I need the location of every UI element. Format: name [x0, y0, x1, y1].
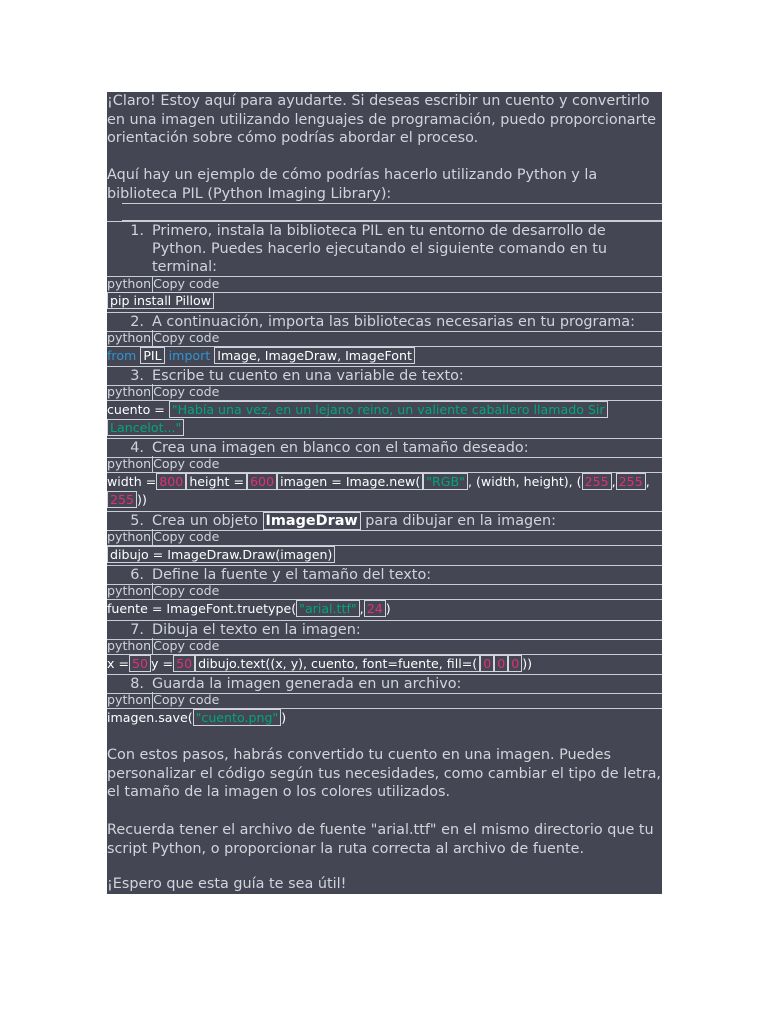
code-token: width = [107, 474, 157, 489]
step-text-after: para dibujar en la imagen: [365, 513, 556, 529]
chat-response-document [107, 92, 662, 894]
code-string: Lancelot..." [107, 419, 184, 436]
code-line: pip install Pillow [107, 292, 214, 309]
code-language: python [107, 456, 152, 471]
step-number: 6. [130, 567, 144, 583]
code-language: python [107, 330, 152, 345]
step-7 [107, 620, 662, 640]
code-language: python [107, 692, 152, 707]
list-separator [122, 203, 662, 221]
code-token: , [645, 474, 650, 489]
code-header [107, 529, 662, 546]
copy-code-button[interactable]: Copy code [153, 692, 220, 707]
intro-paragraph-1: ¡Claro! Estoy aquí para ayudarte. Si deseas escribir un cuento y convertirlo en una imagen utilizando lenguajes de programación, puedo proporcionarte orientación sobre cómo podrías abordar el proceso. [107, 93, 656, 146]
step-number: 7. [130, 622, 144, 638]
code-token: x = [107, 656, 130, 671]
code-token: imagen.save( [107, 710, 193, 725]
code-token: , [611, 474, 616, 489]
code-token: PIL [140, 347, 164, 364]
code-number: 600 [247, 473, 277, 490]
code-header [107, 276, 662, 293]
code-block-1 [107, 292, 662, 310]
step-text: Guarda la imagen generada en un archivo: [152, 676, 462, 692]
code-language: python [107, 276, 152, 291]
code-number: 255 [616, 473, 646, 490]
step-text: Define la fuente y el tamaño del texto: [152, 567, 432, 583]
outro-paragraph-2: Recuerda tener el archivo de fuente "arial.ttf" en el mismo directorio que tu script Python, o proporcionar la ruta correcta al archivo de fuente. [107, 822, 654, 857]
code-number: 50 [129, 655, 151, 672]
code-string: "RGB" [423, 473, 468, 490]
code-number: 50 [173, 655, 195, 672]
step-4 [107, 438, 662, 458]
code-header [107, 692, 662, 709]
code-token: )) [137, 492, 147, 507]
code-string: "Había una vez, en un lejano reino, un valiente caballero llamado Sir [169, 401, 608, 418]
step-number: 3. [130, 368, 144, 384]
copy-code-button[interactable]: Copy code [153, 276, 220, 291]
code-block-4 [107, 473, 662, 509]
step-text: A continuación, importa las bibliotecas necesarias en tu programa: [152, 314, 635, 330]
step-text: Dibuja el texto en la imagen: [152, 622, 361, 638]
step-text [152, 512, 658, 530]
step-number: 4. [130, 440, 144, 456]
code-number: 255 [582, 473, 612, 490]
code-block-3 [107, 401, 662, 437]
code-token: , (width, height), ( [467, 474, 582, 489]
code-header [107, 456, 662, 473]
code-number: 0 [494, 655, 508, 672]
outro-paragraph-1: Con estos pasos, habrás convertido tu cuento en una imagen. Puedes personalizar el código según tus necesidades, como cambiar el tipo de letra, el tamaño de la imagen o los colores utilizados. [107, 747, 662, 800]
step-text-before: Crea un objeto [152, 513, 258, 529]
code-language: python [107, 583, 152, 598]
step-6 [107, 565, 662, 585]
step-2 [107, 312, 662, 332]
intro-paragraph-2: Aquí hay un ejemplo de cómo podrías hacerlo utilizando Python y la biblioteca PIL (Python Imaging Library): [107, 167, 598, 202]
code-block-2 [107, 347, 662, 365]
code-string: "arial.ttf" [296, 600, 360, 617]
code-token: fuente = ImageFont.truetype( [107, 601, 297, 616]
code-token: dibujo.text((x, y), cuento, font=fuente, fill=( [195, 655, 480, 672]
step-text: Primero, instala la biblioteca PIL en tu entorno de desarrollo de Python. Puedes hacerlo ejecutando el siguiente comando en tu terminal: [152, 223, 608, 275]
step-number: 1. [130, 223, 144, 239]
code-token: )) [522, 656, 533, 671]
code-block-7 [107, 655, 662, 673]
code-block-5 [107, 546, 662, 564]
step-number: 5. [130, 513, 144, 529]
step-3 [107, 366, 662, 386]
step-8 [107, 674, 662, 694]
copy-code-button[interactable]: Copy code [153, 384, 220, 399]
code-block-8 [107, 709, 662, 727]
outro-paragraph-3: ¡Espero que esta guía te sea útil! [107, 876, 347, 892]
inline-code-imagedraw: ImageDraw [263, 512, 361, 530]
step-number: 8. [130, 676, 144, 692]
code-header [107, 638, 662, 655]
step-text: Escribe tu cuento en una variable de texto: [152, 368, 464, 384]
code-token: y = [151, 656, 174, 671]
code-keyword: from [107, 348, 137, 363]
code-token: imagen = Image.new( [277, 473, 423, 490]
code-token: , [359, 601, 364, 616]
copy-code-button[interactable]: Copy code [153, 583, 220, 598]
code-string: "cuento.png" [193, 709, 282, 726]
code-number: 0 [480, 655, 494, 672]
step-1 [107, 221, 662, 277]
copy-code-button[interactable]: Copy code [153, 638, 220, 653]
code-language: python [107, 529, 152, 544]
code-number: 800 [156, 473, 186, 490]
code-header [107, 330, 662, 347]
code-token: cuento = [107, 402, 165, 417]
code-token: ) [385, 601, 391, 616]
copy-code-button[interactable]: Copy code [153, 330, 220, 345]
code-number: 0 [508, 655, 522, 672]
step-number: 2. [130, 314, 144, 330]
code-language: python [107, 384, 152, 399]
code-token: Image, ImageDraw, ImageFont [214, 347, 415, 364]
step-text: Crea una imagen en blanco con el tamaño deseado: [152, 440, 529, 456]
code-language: python [107, 638, 152, 653]
code-keyword: import [168, 348, 211, 363]
code-header [107, 583, 662, 600]
code-block-6 [107, 600, 662, 618]
copy-code-button[interactable]: Copy code [153, 456, 220, 471]
code-number: 24 [364, 600, 386, 617]
step-5 [107, 511, 662, 531]
code-token: height = [186, 473, 247, 490]
copy-code-button[interactable]: Copy code [153, 529, 220, 544]
code-header [107, 384, 662, 401]
code-token: ) [281, 710, 287, 725]
code-line: dibujo = ImageDraw.Draw(imagen) [107, 546, 335, 563]
code-number: 255 [107, 491, 137, 508]
